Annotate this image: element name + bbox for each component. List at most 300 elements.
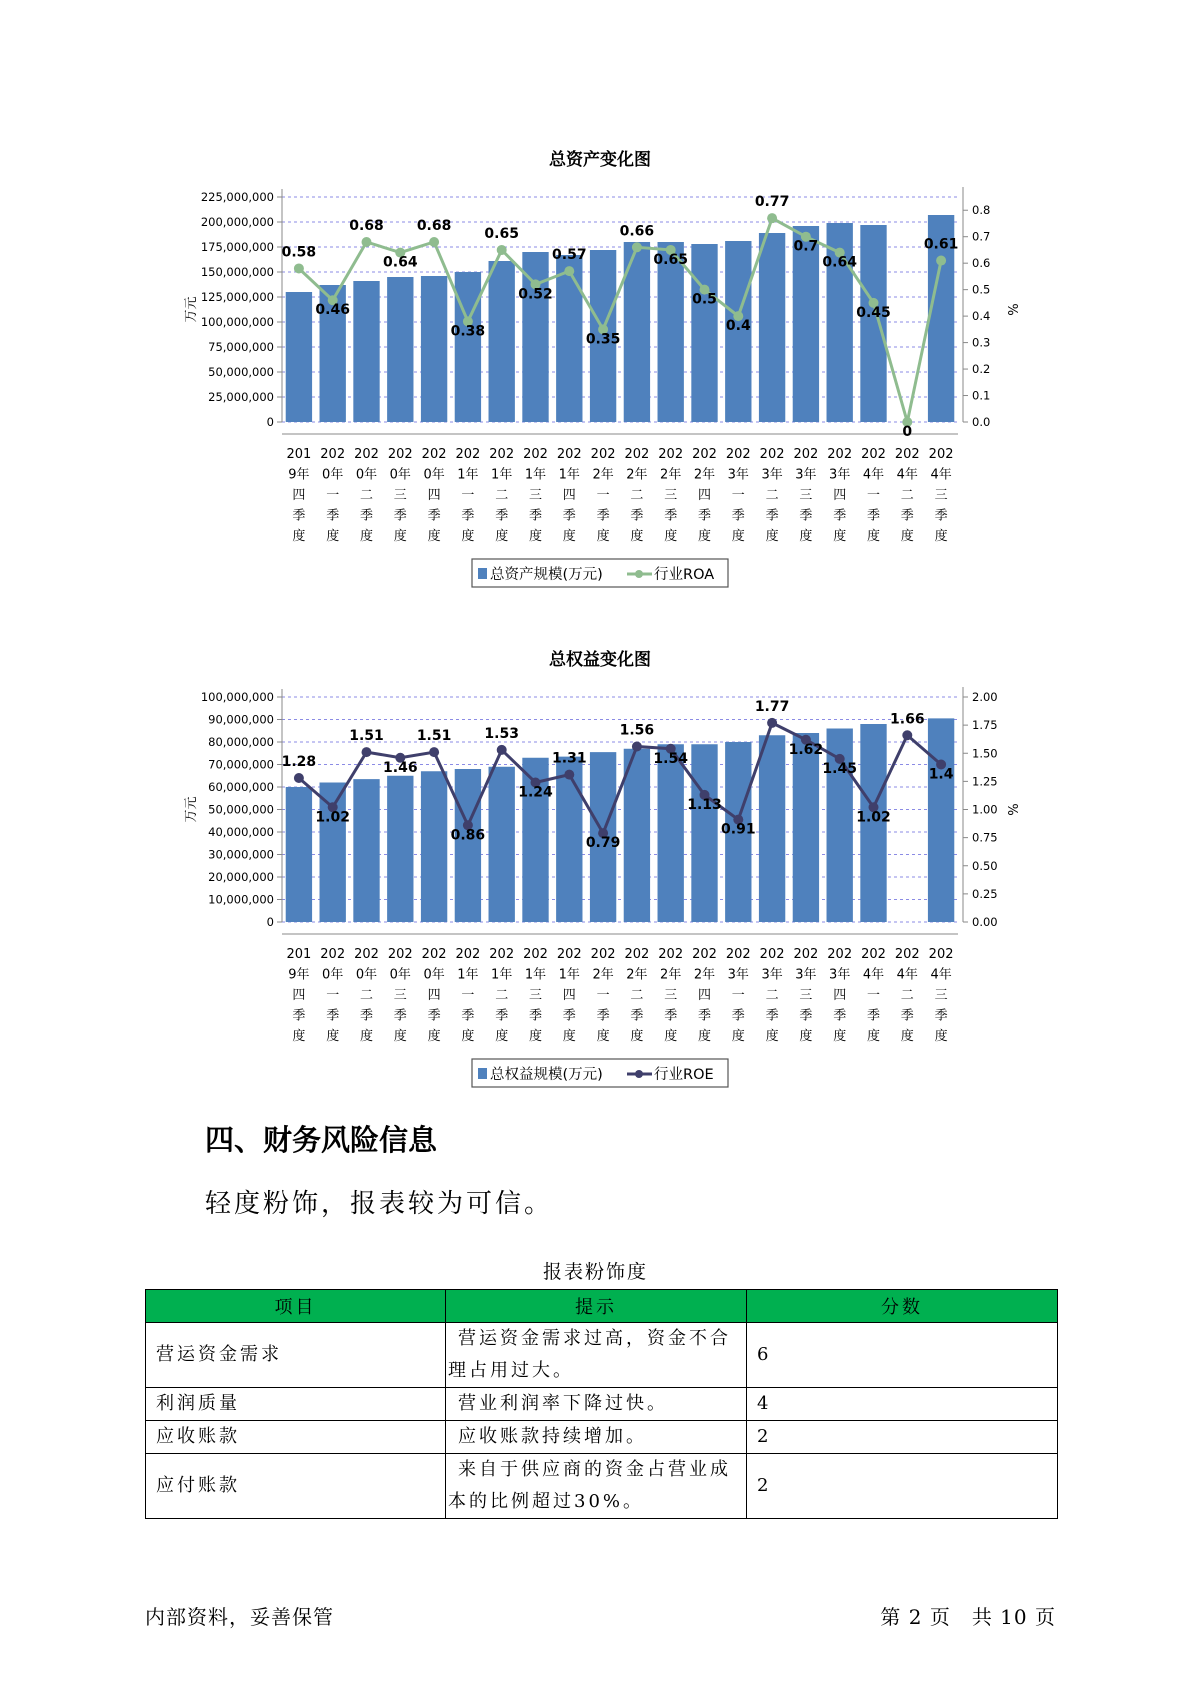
- y-tick-label: 125,000,000: [200, 290, 274, 304]
- x-tick-label: 9年: [288, 467, 310, 483]
- x-tick-label: 202: [320, 447, 346, 462]
- data-label: 1.77: [754, 698, 790, 715]
- legend-line-marker: [635, 1070, 643, 1078]
- bar: [286, 292, 312, 422]
- legend-line-label: 行业ROA: [654, 567, 715, 583]
- x-tick-label: 季: [765, 1008, 779, 1024]
- x-tick-label: 202: [692, 947, 717, 962]
- bar: [658, 242, 684, 422]
- x-tick-label: 四: [292, 488, 306, 503]
- x-tick-label: 四: [427, 988, 441, 1003]
- table-row: [146, 1421, 1058, 1454]
- row-hint: 营业利润率下降过快。: [446, 1388, 747, 1421]
- y2-tick-label: 0.75: [972, 830, 998, 845]
- y-tick-label: 200,000,000: [200, 215, 274, 229]
- x-tick-label: 季: [359, 508, 374, 524]
- data-label: 0.64: [383, 254, 418, 271]
- line-point: [429, 747, 439, 757]
- y2-axis-label: %: [1004, 803, 1019, 816]
- x-tick-label: 202: [827, 947, 853, 962]
- x-tick-label: 度: [562, 529, 576, 544]
- bar: [353, 779, 379, 922]
- bar: [455, 272, 481, 422]
- y-tick-label: 150,000,000: [200, 265, 274, 279]
- x-tick-label: 三: [799, 488, 813, 503]
- x-tick-label: 季: [866, 1008, 881, 1024]
- x-tick-label: 202: [556, 447, 582, 462]
- x-tick-label: 202: [861, 447, 886, 462]
- x-tick-label: 202: [523, 447, 548, 462]
- x-tick-label: 度: [292, 1029, 306, 1044]
- x-tick-label: 二: [900, 988, 914, 1003]
- x-tick-label: 1年: [524, 467, 547, 483]
- line-point: [294, 773, 304, 783]
- line-point: [564, 266, 574, 276]
- x-tick-label: 度: [833, 529, 847, 544]
- bar: [658, 744, 684, 922]
- x-tick-label: 季: [799, 1008, 813, 1024]
- chart-title: 总资产变化图: [549, 150, 651, 170]
- y-tick-label: 0: [266, 415, 274, 429]
- x-tick-label: 202: [489, 447, 515, 462]
- data-label: 1.4: [928, 766, 954, 783]
- row-score: 2: [747, 1421, 1058, 1454]
- row-item: 利润质量: [146, 1388, 446, 1421]
- line-point: [632, 242, 642, 252]
- x-tick-label: 3年: [761, 467, 783, 483]
- y-tick-label: 175,000,000: [200, 240, 274, 254]
- data-label: 1.51: [416, 728, 452, 745]
- x-tick-label: 一: [866, 988, 881, 1003]
- y-tick-label: 20,000,000: [208, 870, 274, 884]
- x-tick-label: 202: [658, 447, 684, 462]
- data-label: 0.65: [653, 251, 688, 268]
- total-assets-chart: [0, 140, 1191, 600]
- x-tick-label: 一: [731, 988, 745, 1003]
- x-tick-label: 一: [596, 488, 610, 503]
- x-tick-label: 二: [495, 988, 509, 1003]
- x-tick-label: 度: [630, 1029, 644, 1044]
- y2-tick-label: 0.5: [972, 282, 991, 297]
- x-tick-label: 202: [624, 447, 650, 462]
- x-tick-label: 度: [697, 529, 712, 544]
- x-tick-label: 度: [664, 1029, 678, 1044]
- x-tick-label: 度: [731, 529, 745, 544]
- data-label: 0.46: [315, 302, 350, 319]
- y-tick-label: 10,000,000: [208, 892, 274, 907]
- x-tick-label: 1年: [558, 967, 580, 983]
- x-tick-label: 四: [833, 488, 847, 503]
- x-tick-label: 三: [528, 988, 543, 1003]
- y2-tick-label: 1.75: [972, 718, 998, 733]
- data-label: 0.86: [450, 827, 486, 844]
- x-tick-label: 度: [495, 529, 509, 544]
- x-tick-label: 202: [590, 447, 616, 462]
- y-tick-label: 75,000,000: [208, 340, 274, 354]
- x-tick-label: 3年: [727, 967, 749, 983]
- x-tick-label: 季: [596, 1008, 610, 1024]
- x-tick-label: 季: [461, 1008, 475, 1024]
- x-tick-label: 4年: [930, 967, 952, 983]
- header-score: 分数: [747, 1290, 1058, 1323]
- bar: [387, 776, 413, 922]
- x-tick-label: 0年: [355, 967, 378, 983]
- header-hint: 提示: [446, 1290, 747, 1323]
- line-point: [497, 745, 507, 755]
- x-tick-label: 度: [427, 1029, 441, 1044]
- y2-tick-label: 1.00: [972, 802, 998, 817]
- x-tick-label: 三: [934, 488, 948, 503]
- x-tick-label: 202: [590, 947, 616, 962]
- y2-tick-label: 1.25: [972, 774, 998, 789]
- bar: [387, 277, 413, 422]
- x-tick-label: 0年: [389, 967, 411, 983]
- x-tick-label: 202: [793, 447, 819, 462]
- line-point: [497, 245, 507, 255]
- x-tick-label: 度: [664, 529, 678, 544]
- bar: [421, 771, 447, 922]
- y2-tick-label: 0.7: [972, 229, 991, 244]
- x-tick-label: 四: [562, 488, 576, 503]
- x-tick-label: 4年: [862, 967, 885, 983]
- bar: [353, 281, 379, 422]
- risk-table: [145, 1289, 1058, 1519]
- line-point: [632, 742, 642, 752]
- y-tick-label: 90,000,000: [208, 712, 274, 727]
- x-tick-label: 季: [528, 1008, 543, 1024]
- x-tick-label: 二: [630, 488, 644, 503]
- x-tick-label: 202: [556, 947, 582, 962]
- data-label: 1.28: [281, 754, 317, 770]
- x-tick-label: 202: [489, 947, 515, 962]
- x-tick-label: 四: [697, 488, 712, 503]
- x-tick-label: 季: [461, 508, 475, 524]
- y-tick-label: 225,000,000: [200, 190, 274, 204]
- x-tick-label: 0年: [355, 467, 378, 483]
- y-axis-label: 万元: [184, 796, 199, 823]
- x-tick-label: 度: [697, 1029, 712, 1044]
- x-tick-label: 1年: [491, 467, 513, 483]
- x-tick-label: 度: [596, 529, 610, 544]
- y-tick-label: 50,000,000: [208, 802, 274, 817]
- bar: [759, 735, 785, 922]
- x-tick-label: 四: [427, 488, 441, 503]
- x-tick-label: 2年: [660, 967, 682, 983]
- x-tick-label: 度: [934, 529, 948, 544]
- x-tick-label: 一: [461, 988, 475, 1003]
- legend-bar-label: 总权益规模(万元): [490, 1067, 603, 1083]
- x-tick-label: 二: [359, 488, 374, 503]
- x-tick-label: 二: [495, 488, 509, 503]
- x-tick-label: 季: [562, 1008, 576, 1024]
- x-tick-label: 四: [833, 988, 847, 1003]
- x-tick-label: 202: [320, 947, 346, 962]
- x-tick-label: 202: [759, 447, 785, 462]
- x-tick-label: 四: [697, 988, 712, 1003]
- data-label: 1.51: [349, 728, 384, 745]
- data-label: 0.5: [692, 291, 717, 308]
- x-tick-label: 度: [900, 529, 914, 544]
- data-label: 0.68: [416, 218, 452, 234]
- x-tick-label: 2年: [592, 467, 614, 483]
- y2-tick-label: 0.3: [972, 335, 991, 350]
- data-label: 1.45: [822, 760, 857, 777]
- x-tick-label: 202: [421, 947, 447, 962]
- x-tick-label: 202: [793, 947, 819, 962]
- data-label: 0.7: [793, 238, 819, 255]
- x-tick-label: 季: [934, 508, 948, 524]
- row-hint: 应收账款持续增加。: [446, 1421, 747, 1454]
- bar: [759, 233, 785, 422]
- x-tick-label: 季: [664, 1008, 678, 1024]
- row-item: 应收账款: [146, 1421, 446, 1454]
- x-tick-label: 季: [292, 1008, 306, 1024]
- data-label: 1.53: [484, 725, 519, 742]
- legend-line-label: 行业ROE: [654, 1067, 714, 1083]
- bar: [286, 787, 312, 922]
- total-equity-chart: [0, 640, 1191, 1100]
- x-tick-label: 2年: [693, 467, 716, 483]
- x-tick-label: 季: [393, 1008, 407, 1024]
- x-tick-label: 三: [934, 988, 948, 1003]
- data-label: 0.61: [923, 236, 959, 253]
- x-tick-label: 1年: [457, 467, 479, 483]
- x-tick-label: 度: [292, 529, 306, 544]
- y2-tick-label: 0.6: [972, 256, 991, 271]
- x-tick-label: 度: [393, 1029, 407, 1044]
- x-tick-label: 季: [495, 1008, 509, 1024]
- x-tick-label: 度: [799, 529, 813, 544]
- x-tick-label: 季: [900, 508, 914, 524]
- header-item: 项目: [146, 1290, 446, 1323]
- section-heading: 四、财务风险信息: [205, 1123, 438, 1157]
- x-tick-label: 0年: [322, 967, 344, 983]
- legend-bar-swatch: [478, 568, 487, 579]
- y2-tick-label: 0.2: [972, 362, 991, 377]
- table-row: [146, 1323, 1058, 1388]
- x-tick-label: 一: [731, 488, 745, 503]
- x-tick-label: 4年: [896, 467, 918, 483]
- x-tick-label: 3年: [795, 967, 817, 983]
- line-point: [362, 237, 372, 247]
- legend-bar-label: 总资产规模(万元): [490, 567, 603, 583]
- y2-tick-label: 0.0: [972, 415, 991, 429]
- x-tick-label: 202: [658, 947, 684, 962]
- line-point: [294, 263, 304, 273]
- x-tick-label: 一: [596, 988, 610, 1003]
- data-label: 0.77: [754, 194, 790, 211]
- data-label: 1.31: [552, 750, 587, 767]
- y2-tick-label: 1.50: [972, 746, 998, 761]
- x-tick-label: 2年: [660, 467, 682, 483]
- x-tick-label: 202: [455, 947, 481, 962]
- y2-axis-label: %: [1004, 303, 1019, 316]
- x-tick-label: 3年: [795, 467, 817, 483]
- y-tick-label: 60,000,000: [208, 780, 274, 794]
- x-tick-label: 季: [833, 1008, 847, 1024]
- x-tick-label: 202: [692, 447, 717, 462]
- bar: [928, 718, 954, 922]
- line-point: [902, 730, 912, 740]
- x-tick-label: 二: [630, 988, 644, 1003]
- data-label: 1.13: [687, 796, 722, 813]
- x-tick-label: 一: [461, 488, 475, 503]
- footer-confidential-note: 内部资料，妥善保管: [145, 1605, 334, 1629]
- data-label: 1.56: [619, 722, 655, 739]
- x-tick-label: 一: [326, 988, 340, 1003]
- data-label: 0.52: [518, 286, 553, 303]
- data-label: 0.58: [281, 244, 317, 261]
- x-tick-label: 季: [765, 508, 779, 524]
- y2-tick-label: 0.50: [972, 858, 998, 873]
- bar: [455, 769, 481, 922]
- legend-bar-swatch: [478, 1068, 487, 1079]
- y2-tick-label: 0.8: [972, 203, 991, 218]
- data-label: 0.4: [725, 318, 751, 335]
- x-tick-label: 三: [393, 488, 407, 503]
- table-row: [146, 1454, 1058, 1519]
- y2-tick-label: 0.25: [972, 886, 998, 901]
- x-tick-label: 1年: [491, 967, 513, 983]
- x-tick-label: 0年: [423, 467, 445, 483]
- x-tick-label: 二: [765, 488, 779, 503]
- bar: [691, 244, 717, 422]
- data-label: 0.68: [349, 218, 384, 234]
- x-tick-label: 度: [461, 1029, 475, 1044]
- y-axis-label: 万元: [184, 296, 199, 323]
- x-tick-label: 季: [292, 508, 306, 524]
- bar: [691, 744, 717, 922]
- table-row: [146, 1388, 1058, 1421]
- x-tick-label: 202: [894, 947, 920, 962]
- data-label: 0.45: [856, 304, 891, 321]
- x-tick-label: 3年: [727, 467, 749, 483]
- bar: [556, 757, 582, 922]
- x-tick-label: 三: [393, 988, 407, 1003]
- x-tick-label: 季: [697, 1008, 712, 1024]
- chart-title: 总权益变化图: [549, 650, 651, 670]
- x-tick-label: 度: [359, 529, 374, 544]
- y-tick-label: 40,000,000: [208, 825, 274, 839]
- row-score: 4: [747, 1388, 1058, 1421]
- data-label: 0.79: [585, 835, 621, 852]
- x-tick-label: 4年: [896, 967, 918, 983]
- x-tick-label: 0年: [423, 967, 445, 983]
- x-tick-label: 一: [866, 488, 881, 503]
- bar: [793, 226, 819, 422]
- x-tick-label: 三: [664, 488, 678, 503]
- x-tick-label: 9年: [288, 967, 310, 983]
- x-tick-label: 202: [894, 447, 920, 462]
- line-point: [767, 213, 777, 223]
- x-tick-label: 季: [528, 508, 543, 524]
- x-tick-label: 二: [359, 988, 374, 1003]
- data-label: 0.91: [721, 821, 756, 838]
- x-tick-label: 度: [866, 529, 881, 544]
- data-label: 0.65: [484, 225, 519, 242]
- y2-tick-label: 2.00: [972, 690, 998, 704]
- x-tick-label: 度: [326, 1029, 340, 1044]
- x-tick-label: 三: [799, 988, 813, 1003]
- x-tick-label: 202: [928, 447, 954, 462]
- x-tick-label: 3年: [761, 967, 783, 983]
- data-label: 1.46: [383, 759, 418, 776]
- x-tick-label: 度: [562, 1029, 576, 1044]
- x-tick-label: 3年: [829, 467, 851, 483]
- x-tick-label: 1年: [524, 967, 547, 983]
- x-tick-label: 202: [827, 447, 853, 462]
- data-label: 1.24: [518, 784, 553, 801]
- row-hint: 营运资金需求过高，资金不合理占用过大。: [446, 1323, 747, 1388]
- x-tick-label: 201: [286, 447, 312, 462]
- x-tick-label: 季: [731, 1008, 745, 1024]
- row-item: 应付账款: [146, 1454, 446, 1519]
- x-tick-label: 季: [495, 508, 509, 524]
- y-tick-label: 30,000,000: [208, 847, 274, 862]
- x-tick-label: 度: [900, 1029, 914, 1044]
- y-tick-label: 100,000,000: [200, 690, 274, 704]
- data-label: 0.64: [822, 254, 857, 271]
- table-caption: 报表粉饰度: [542, 1261, 648, 1283]
- bar: [421, 276, 447, 422]
- x-tick-label: 度: [799, 1029, 813, 1044]
- x-tick-label: 度: [765, 1029, 779, 1044]
- y2-tick-label: 0.00: [972, 915, 998, 929]
- bar: [624, 749, 650, 922]
- x-tick-label: 202: [523, 947, 548, 962]
- x-tick-label: 202: [354, 447, 379, 462]
- x-tick-label: 三: [664, 988, 678, 1003]
- data-label: 0.35: [585, 331, 621, 348]
- x-tick-label: 度: [427, 529, 441, 544]
- x-tick-label: 202: [861, 947, 886, 962]
- row-item: 营运资金需求: [146, 1323, 446, 1388]
- y2-tick-label: 0.4: [972, 309, 991, 324]
- x-tick-label: 季: [630, 508, 644, 524]
- x-tick-label: 2年: [693, 967, 716, 983]
- x-tick-label: 季: [697, 508, 712, 524]
- y-tick-label: 0: [266, 915, 274, 929]
- x-tick-label: 一: [326, 488, 340, 503]
- x-tick-label: 202: [928, 947, 954, 962]
- x-tick-label: 1年: [558, 467, 580, 483]
- x-tick-label: 4年: [862, 467, 885, 483]
- bar: [556, 255, 582, 422]
- x-tick-label: 季: [427, 1008, 441, 1024]
- data-label: 0.38: [450, 323, 486, 340]
- risk-summary-text: 轻度粉饰，报表较为可信。: [205, 1189, 554, 1219]
- x-tick-label: 2年: [626, 467, 648, 483]
- footer-page-number: 第 2 页 共 10 页: [880, 1605, 1056, 1629]
- y-tick-label: 80,000,000: [208, 735, 274, 749]
- row-score: 6: [747, 1323, 1058, 1388]
- x-tick-label: 度: [630, 529, 644, 544]
- x-tick-label: 201: [286, 947, 312, 962]
- x-tick-label: 202: [387, 947, 413, 962]
- x-tick-label: 季: [900, 1008, 914, 1024]
- bar: [793, 733, 819, 922]
- line-point: [936, 256, 946, 266]
- y-tick-label: 70,000,000: [208, 757, 274, 772]
- line-point: [362, 747, 372, 757]
- line-point: [429, 237, 439, 247]
- data-label: 1.62: [788, 741, 824, 758]
- x-tick-label: 度: [393, 529, 407, 544]
- x-tick-label: 度: [765, 529, 779, 544]
- x-tick-label: 季: [731, 508, 745, 524]
- data-label: 0.66: [619, 223, 655, 240]
- x-tick-label: 202: [455, 447, 481, 462]
